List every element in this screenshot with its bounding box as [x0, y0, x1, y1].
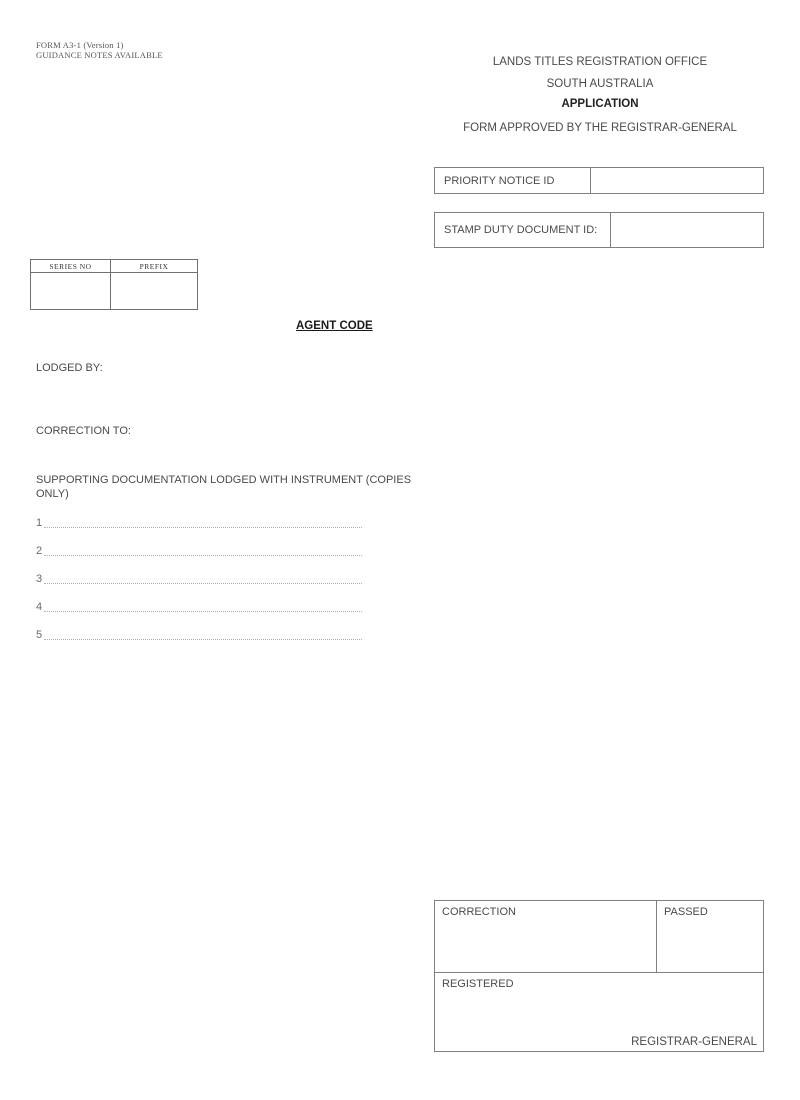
prefix-header-label: PREFIX	[139, 261, 169, 271]
correction-cell[interactable]	[435, 901, 657, 972]
list-item-input[interactable]	[44, 583, 362, 584]
correction-label: CORRECTION	[442, 906, 516, 918]
agent-code-label: AGENT CODE	[296, 320, 373, 332]
series-no-header-label: SERIES NO	[49, 261, 92, 271]
supporting-documentation-label: SUPPORTING DOCUMENTATION LODGED WITH INSTRUMENT (COPIES ONLY)	[36, 474, 412, 500]
stamp-duty-label: STAMP DUTY DOCUMENT ID:	[444, 224, 598, 236]
page-title: APPLICATION	[561, 98, 639, 110]
priority-notice-input[interactable]	[591, 168, 763, 193]
series-no-header-cell	[31, 260, 111, 272]
priority-notice-box	[434, 167, 764, 194]
passed-label: PASSED	[664, 906, 708, 918]
header-office-name: LANDS TITLES REGISTRATION OFFICE	[492, 56, 708, 68]
list-item[interactable]	[36, 629, 362, 657]
series-prefix-body-row	[31, 273, 197, 309]
series-no-input[interactable]	[31, 273, 111, 309]
list-item-number: 5	[36, 629, 43, 641]
form-identifier-line2: GUIDANCE NOTES AVAILABLE	[36, 50, 163, 60]
list-item-input[interactable]	[44, 527, 362, 528]
registration-block	[434, 900, 764, 1052]
series-prefix-table	[30, 259, 198, 310]
passed-cell[interactable]	[657, 901, 763, 977]
prefix-header-cell	[111, 260, 197, 272]
header-approval-note: FORM APPROVED BY THE REGISTRAR-GENERAL	[463, 122, 737, 134]
stamp-duty-box	[434, 212, 764, 248]
registered-cell[interactable]	[435, 973, 763, 1051]
registrar-general-label: REGISTRAR-GENERAL	[631, 1036, 757, 1048]
list-item-number: 1	[36, 517, 43, 529]
list-item[interactable]	[36, 545, 362, 573]
correction-to-label: CORRECTION TO:	[36, 425, 131, 437]
list-item-number: 3	[36, 573, 43, 585]
series-prefix-header-row	[31, 260, 197, 273]
list-item-input[interactable]	[44, 555, 362, 556]
lodged-by-label: LODGED BY:	[36, 362, 103, 374]
prefix-input[interactable]	[111, 273, 197, 309]
form-identifier-line1: FORM A3-1 (Version 1)	[36, 40, 124, 50]
list-item-input[interactable]	[44, 639, 362, 640]
list-item-number: 2	[36, 545, 43, 557]
stamp-duty-input[interactable]	[611, 213, 763, 247]
list-item[interactable]	[36, 601, 362, 629]
list-item-number: 4	[36, 601, 43, 613]
registered-label: REGISTERED	[442, 978, 514, 990]
priority-notice-label: PRIORITY NOTICE ID	[444, 174, 555, 187]
stamp-duty-label-cell	[435, 213, 611, 247]
header-state-name: SOUTH AUSTRALIA	[546, 78, 654, 90]
list-item-input[interactable]	[44, 611, 362, 612]
supporting-documents-list	[36, 517, 362, 657]
list-item[interactable]	[36, 517, 362, 545]
form-identifier	[36, 40, 163, 60]
priority-notice-label-cell	[435, 168, 591, 193]
registration-top-row	[435, 901, 763, 973]
list-item[interactable]	[36, 573, 362, 601]
